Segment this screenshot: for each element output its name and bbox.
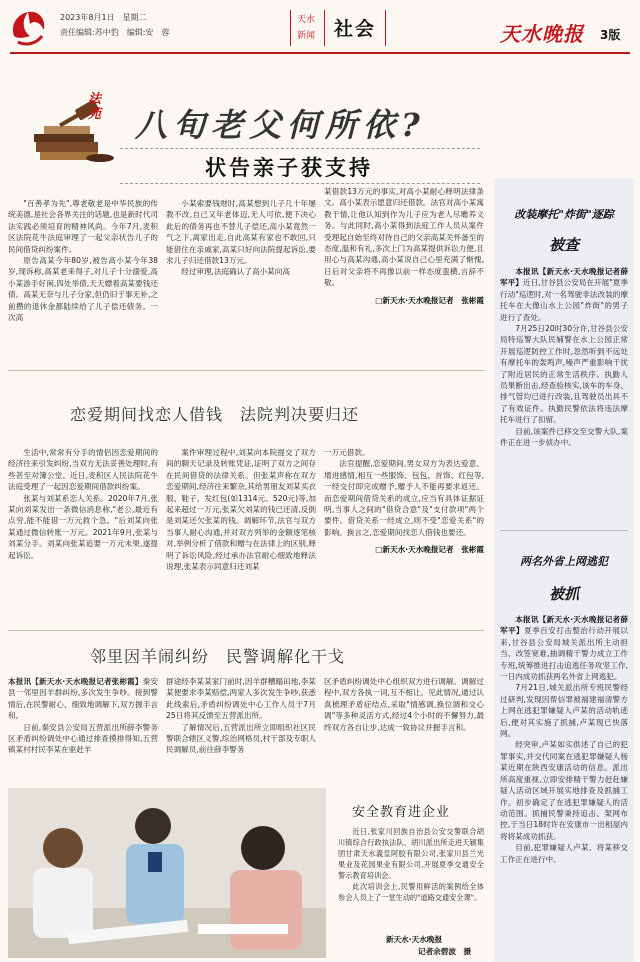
feature-subheadline: 状告亲子获支持 [205, 156, 373, 180]
feature-col-3 [324, 186, 484, 306]
byline: □新天水·天水晚报记者 张彬霞 [375, 295, 484, 305]
section-small-top: 天水 [297, 15, 316, 25]
paragraph: 此次培训会上,民警用鲜活的案例给全体参会人员上了一堂生动的"道路交通安全课"。 [338, 882, 484, 902]
paragraph: 目前,该案件已移交至交警大队,案件正在进一步侦办中。 [500, 426, 628, 448]
column-tag: 法苑 [88, 92, 102, 122]
article2-col-2 [166, 447, 316, 572]
paragraph: 张某与刘某系恋人关系。2020年7月,张某向刘某发出一条微信消息称,"老公,最近有点穷,能不能借一万元救个急。"后刘某向张某通过微信转账一万元。2021年9月,张某与刘某分手。刘某向张某追要一万元未果,遂提起诉讼。 [8, 493, 158, 560]
paragraph [500, 614, 628, 682]
section-name: 社会 [334, 18, 377, 40]
photo-credit-2: 记者余碧波 摄 [418, 947, 472, 956]
sidebar-story1-head1: 改装摩托"炸街"逐踪 [514, 208, 614, 221]
sidebar-story1-body [500, 266, 628, 449]
section-small-bottom: 新闻 [297, 31, 316, 41]
lead-credit: 本报讯【新天水·天水晚报记者张彬霞】 [8, 677, 143, 686]
paragraph: 某借款13万元的事实,对高小某耐心释明法律条文。高小某表示愿意归还借款。法官对高小某寓教于情,让他认知到作为儿子应为老人尽赡养义务。与此同时,高小某得到法庭工作人员从案件受理起自始至终对待自己的父亲高某关怀备至的态度,温和有礼,多次上门为高某提供诉讼力便,且用心与高某沟通,高小某说自己心里充满了惭愧,日后对父亲将不再像以前一样态度蛮横,言辞不敬。 [324, 187, 484, 288]
article2-col-3 [324, 447, 484, 556]
paragraph: 经过审理,法庭确认了高小某向高 [181, 267, 290, 277]
paragraph: 原告高某今年80岁,被告高小某今年38岁,现诉称,高某老来得子,对儿子十分溺爱,高小某游手好闲,四处举债,天天嫖着高某要钱还债。高某无奈与儿子分家,但仍旧于事无补,之前攒的退休金都陆续给了儿子偿还债务。一次高 [8, 256, 158, 323]
article3-headline: 邻里因羊闹纠纷 民警调解化干戈 [90, 647, 346, 666]
page-number: 3版 [600, 28, 621, 42]
article3-col-2 [166, 676, 316, 756]
paragraph [8, 676, 158, 722]
paragraph-text: 秦安县一邻里因羊群纠纷,多次发生争吵。接到警情后,在民警耐心、细致地调解下,双方握手言和。 [8, 677, 158, 721]
photo-story-headline: 安全教育进企业 [352, 805, 451, 820]
paragraph: 区矛盾纠纷调处中心组织双方进行调解。调解过程中,双方各执一词,互不相让。见此情况,通过认真梳理矛盾症结点,采取"情感调,换位调和交心调"等多种灵活方式,经过4个小时的不懈努力,最终双方各自让步,达成一致协议并握手言和。 [324, 677, 484, 732]
sidebar-story2-head2: 被抓 [548, 585, 579, 603]
sidebar-story1-head2: 被查 [548, 236, 579, 254]
gavel-books-icon [30, 100, 120, 166]
lead-credit: 本报讯【新天水·天水晚报记者薛军平】 [500, 615, 628, 636]
editor-credits: 责任编辑:苏中豹 编辑:安 蓉 [60, 28, 170, 37]
photo-credit-1: 新天水·天水晚报 [386, 935, 443, 944]
paragraph: 小某索要钱财时,高某想到儿子几十年屡教不改,自己又年老体迈,无人可依,便下决心此后的债务再也不替儿子偿还,高小某竟然一气之下,离家出走,自此高某有家也不敢回,只能借住在亲戚家,高某只好向法院提起诉讼,要求儿子归还借款13万元。 [166, 199, 316, 266]
paragraph: 群途经李某某家门前时,因羊群糟蹋田地,李某某便要求李某赔偿,两家人多次发生争吵,获悉此线索后,矛盾纠纷调处中心工作人员于7月25日将其反馈至五营派出所。 [166, 677, 316, 721]
paragraph: 日前,秦安县公安局五营派出所薛李警务区矛盾纠纷调处中心通过排查摸排得知,五营镇某村村民李某在驱赶羊 [8, 722, 158, 755]
paper-logo-icon [8, 6, 50, 50]
paragraph: "百善孝为先",尊老敬老是中华民族的传统美德,是社会各界关注的话题,也是新时代司法实践必须培育的精神风尚。今年7月,麦积区法院花牛法庭审理了一起父亲状告儿子的民间借贷纠纷案件。 [8, 199, 158, 254]
divider [8, 630, 484, 631]
paper-name: 天水晚报 [500, 22, 584, 46]
sidebar-story2-head1: 两名外省上网逃犯 [520, 555, 608, 568]
paragraph: 法官提醒,恋爱期间,男女双方为表达爱意、增进感情,相互一些服饰、包包、首饰、红包等,一经交付即完成赠予,赠予人不能再要求返还。而恋爱期间借贷关系的成立,应当有具体证据证明,当事人之间的"借贷合意"及"支付款项"两个要件。借贷关系一经成立,则不受"恋爱关系"的影响。换言之,恋爱期间找恋人借钱也要还。 [324, 459, 484, 537]
byline: □新天水·天水晚报记者 张彬霞 [375, 545, 484, 555]
header-rule [10, 52, 630, 54]
header-divider [290, 10, 291, 46]
page-header [0, 0, 640, 70]
paragraph-text: 近日,甘谷县公安局在开展"夏季行动"巡逻时,对一名驾驶非法改装的摩托车在大像山水上公园"炸街"的男子进行了查处。 [500, 278, 629, 322]
issue-date: 2023年8月1日 星期二 [60, 13, 147, 22]
paragraph: 近日,张家川回族自治县公安交警联合胡川镇综合行政执法队、胡川派出所走进天颖集团甘肃天水義皇阿胶有限公司,张家川县兰光果业及花园果业有限公司,开展夏季交通安全警示教育培训会。 [338, 827, 484, 880]
photo-story-text [338, 826, 484, 903]
photo-illustration [8, 788, 326, 958]
paragraph: 生活中,常常有分手的情侣因恋爱期间的经济往来引发纠纷,当双方无法妥善处理时,有些甚至对簿公堂。近日,麦积区人民法院花牛法庭受理了一起因恋爱期间借款纠纷案。 [8, 448, 158, 492]
paragraph: 了解情况后,五营派出所立即组织社区民警联合辖区义警,综治网格员,村干部及专职人民调解员,前往薛李警务 [166, 722, 316, 755]
sidebar-divider [500, 530, 628, 531]
article2-col-1 [8, 447, 158, 561]
paragraph: 经突审,卢某如实供述了自己的犯罪事实,并交代同案在逃犯罪嫌疑人杨某近期在陕西安康活动的信息。派出所高度重视,立即安排精干警力赶赴嫌疑人活动区域开展实地排查及抓捕工作。初步确定了在逃犯罪嫌疑人的活动范围。抓捕民警秉持追击、架网布控,于当日18时许在安康市一出租屋内将将某成功抓获。 [500, 740, 628, 841]
sidebar-story2-body [500, 614, 628, 865]
paragraph: 7月25日20时30分许,甘谷县公安局特巡警大队民辅警在水上公园正常开展巡逻防控工作时,忽然听到不远处有摩托车的轰鸣声,噪声严重影响干扰了附近居民的正常生活秩序。执勤人员果断出击,经查验核实,该车的车身、排气管均已进行改装,且驾驶员出具不了有效证件。执勤民警依法将违法摩托车进行了扣留。 [500, 324, 628, 425]
paragraph: 案件审理过程中,刘某向本院提交了双方间的聊天记录及转账凭证,证明了双方之间存在民间借贷的法律关系。但张某声称在双方恋爱期间,经济往来繁杂,其给男朋友刘某买衣服、鞋子、发红包(如1314元、520元)等,加起来超过一万元,张某欠刘某的钱已还清,反倒是刘某还欠张某的钱。调解环节,法官与双方当事人耐心沟通,并对双方列举的金额逐笔核对,举例分析了借款和赠与在法律上的区别,释明了诉讼风险,经过承办法官耐心细致地释法说理,张某表示同意归还刘某 [166, 448, 316, 572]
article2-headline: 恋爱期间找恋人借钱 法院判决要归还 [70, 405, 360, 424]
feature-col-1 [8, 198, 158, 323]
paragraph: 7月21日,城关派出所专班民警经过研判,发现因帮信罪被福建福清警方上网在逃犯罪嫌疑人卢某的活动轨迹后,便对其实施了抓捕,卢某现已快落网。 [500, 683, 628, 739]
paragraph: 一万元借款。 [324, 448, 370, 457]
divider [8, 370, 484, 371]
paragraph [500, 266, 628, 323]
header-divider [385, 10, 386, 46]
header-divider [324, 10, 325, 46]
news-photo [8, 788, 326, 958]
feature-headline: 八旬老父何所依? [135, 106, 426, 144]
paragraph-text: 夏季百安打击整治行动开展以来,甘谷县公安局城关派出所主动担当、改签宽难,抽调精干警力成立工作专班,统筹推进打击追逃任务攻坚工作,一日内成功抓获两名外省上网逃犯。 [500, 626, 629, 682]
article3-col-1 [8, 676, 158, 756]
paragraph: 目前,犯罪嫌疑人卢某、将某移交工作正在进行中。 [500, 843, 628, 864]
article3-col-3 [324, 676, 484, 733]
feature-col-2 [166, 198, 316, 278]
lead-credit: 本报讯【新天水·天水晚报记者薛军平】 [500, 267, 628, 288]
